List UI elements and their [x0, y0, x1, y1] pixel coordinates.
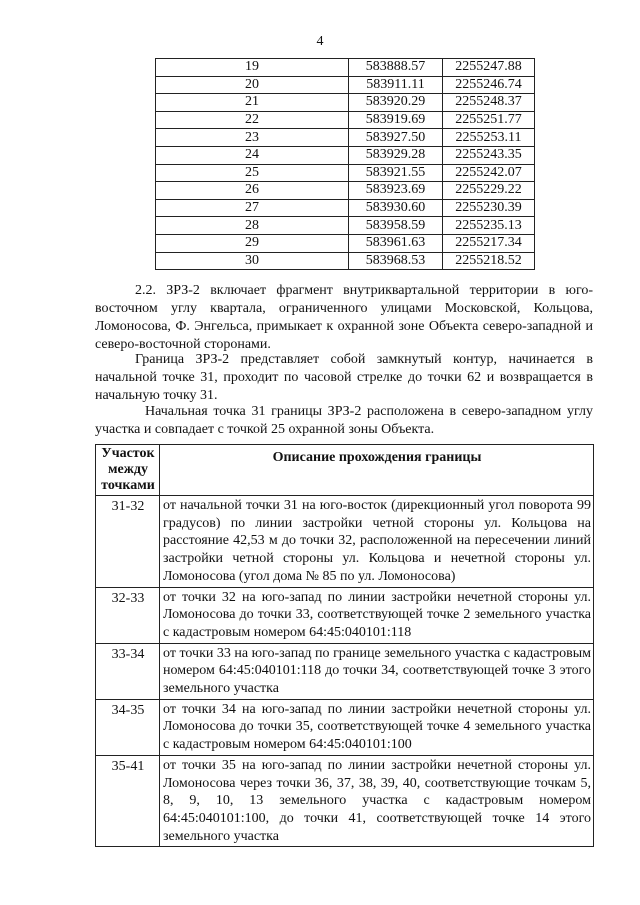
y-coordinate-cell: 2255253.11	[443, 129, 535, 147]
point-number-cell: 27	[156, 199, 349, 217]
coordinate-row	[156, 252, 535, 270]
x-coordinate-cell: 583958.59	[349, 217, 443, 235]
paragraph-zrz2-boundary: Граница ЗРЗ-2 представляет собой замкнутый контур, начинается в начальной точке 31, проходит по часовой стрелке до точки 62 и возвращается в начальную точку 31.	[95, 352, 593, 403]
y-coordinate-cell: 2255229.22	[443, 182, 535, 200]
point-number-cell: 26	[156, 182, 349, 200]
point-number-cell: 23	[156, 129, 349, 147]
y-coordinate-cell: 2255235.13	[443, 217, 535, 235]
y-coordinate-cell: 2255251.77	[443, 111, 535, 129]
x-coordinate-cell: 583929.28	[349, 146, 443, 164]
segment-id-cell: 33-34	[96, 643, 160, 699]
y-coordinate-cell: 2255246.74	[443, 76, 535, 94]
segment-description-cell: от точки 33 на юго-запад по границе земельного участка с кадастровым номером 64:45:040101:118 до точки 34, соответствующей точке 3 этого земельного участка	[160, 643, 594, 699]
segment-row	[96, 755, 594, 847]
point-number-cell: 20	[156, 76, 349, 94]
segment-row	[96, 496, 594, 588]
y-coordinate-cell: 2255242.07	[443, 164, 535, 182]
x-coordinate-cell: 583961.63	[349, 234, 443, 252]
segment-id-cell: 34-35	[96, 699, 160, 755]
paragraph-start-point: Начальная точка 31 границы ЗРЗ-2 расположена в северо-западном углу участка и совпадает с точкой 25 охранной зоны Объекта.	[95, 404, 593, 437]
header-description: Описание прохождения границы	[160, 445, 594, 496]
point-number-cell: 21	[156, 94, 349, 112]
segment-id-cell: 32-33	[96, 587, 160, 643]
paragraph-zrz2-description: 2.2. ЗРЗ-2 включает фрагмент внутриквартальной территории в юго-восточном углу квартала, ограниченного улицами Московской, Кольцова, Ломоносова, Ф. Энгельса, примыкает к охранной зоне Объекта северо-западной и северо-восточной сторонами.	[95, 283, 593, 352]
coordinate-row	[156, 129, 535, 147]
coordinate-row	[156, 182, 535, 200]
y-coordinate-cell: 2255230.39	[443, 199, 535, 217]
y-coordinate-cell: 2255218.52	[443, 252, 535, 270]
point-number-cell: 24	[156, 146, 349, 164]
x-coordinate-cell: 583919.69	[349, 111, 443, 129]
boundary-segments-table	[95, 444, 594, 847]
coordinate-row	[156, 217, 535, 235]
segment-row	[96, 643, 594, 699]
segment-description-cell: от точки 35 на юго-запад по линии застройки нечетной стороны ул. Ломоносова через точки 36, 37, 38, 39, 40, соответствующие точкам 5, 8, 9, 10, 13 земельного участка с кадастровым номером 64:45:040101:100, до точки 41, соответствующей точке 14 этого земельного участка	[160, 755, 594, 847]
point-number-cell: 22	[156, 111, 349, 129]
y-coordinate-cell: 2255248.37	[443, 94, 535, 112]
segment-description-cell: от точки 34 на юго-запад по линии застройки нечетной стороны ул. Ломоносова до точки 35, соответствующей точке 4 земельного участка с кадастровым номером 64:45:040101:100	[160, 699, 594, 755]
y-coordinate-cell: 2255247.88	[443, 59, 535, 77]
coordinate-row	[156, 94, 535, 112]
x-coordinate-cell: 583923.69	[349, 182, 443, 200]
x-coordinate-cell: 583968.53	[349, 252, 443, 270]
coordinate-row	[156, 234, 535, 252]
y-coordinate-cell: 2255243.35	[443, 146, 535, 164]
y-coordinate-cell: 2255217.34	[443, 234, 535, 252]
page-number: 4	[316, 34, 324, 49]
point-number-cell: 29	[156, 234, 349, 252]
x-coordinate-cell: 583930.60	[349, 199, 443, 217]
point-number-cell: 25	[156, 164, 349, 182]
coordinate-row	[156, 164, 535, 182]
coordinate-row	[156, 111, 535, 129]
x-coordinate-cell: 583911.11	[349, 76, 443, 94]
x-coordinate-cell: 583920.29	[349, 94, 443, 112]
header-segment: Участок между точками	[96, 445, 160, 496]
point-number-cell: 30	[156, 252, 349, 270]
segments-header-row	[96, 445, 594, 496]
point-number-cell: 28	[156, 217, 349, 235]
segment-row	[96, 699, 594, 755]
x-coordinate-cell: 583921.55	[349, 164, 443, 182]
segment-description-cell: от точки 32 на юго-запад по линии застройки нечетной стороны ул. Ломоносова до точки 33, соответствующей точке 2 земельного участка с кадастровым номером 64:45:040101:118	[160, 587, 594, 643]
point-number-cell: 19	[156, 59, 349, 77]
coordinate-row	[156, 76, 535, 94]
coordinate-row	[156, 59, 535, 77]
coordinates-table	[155, 58, 535, 270]
segment-id-cell: 31-32	[96, 496, 160, 588]
coordinate-row	[156, 146, 535, 164]
segment-description-cell: от начальной точки 31 на юго-восток (дирекционный угол поворота 99 градусов) по линии застройки четной стороны ул. Кольцова на расстояние 42,53 м до точки 32, расположенной на пересечении линий застройки четной стороны ул. Кольцова и нечетной стороны ул. Ломоносова (угол дома № 85 по ул. Ломоносова)	[160, 496, 594, 588]
segment-row	[96, 587, 594, 643]
segment-id-cell: 35-41	[96, 755, 160, 847]
x-coordinate-cell: 583888.57	[349, 59, 443, 77]
coordinate-row	[156, 199, 535, 217]
x-coordinate-cell: 583927.50	[349, 129, 443, 147]
